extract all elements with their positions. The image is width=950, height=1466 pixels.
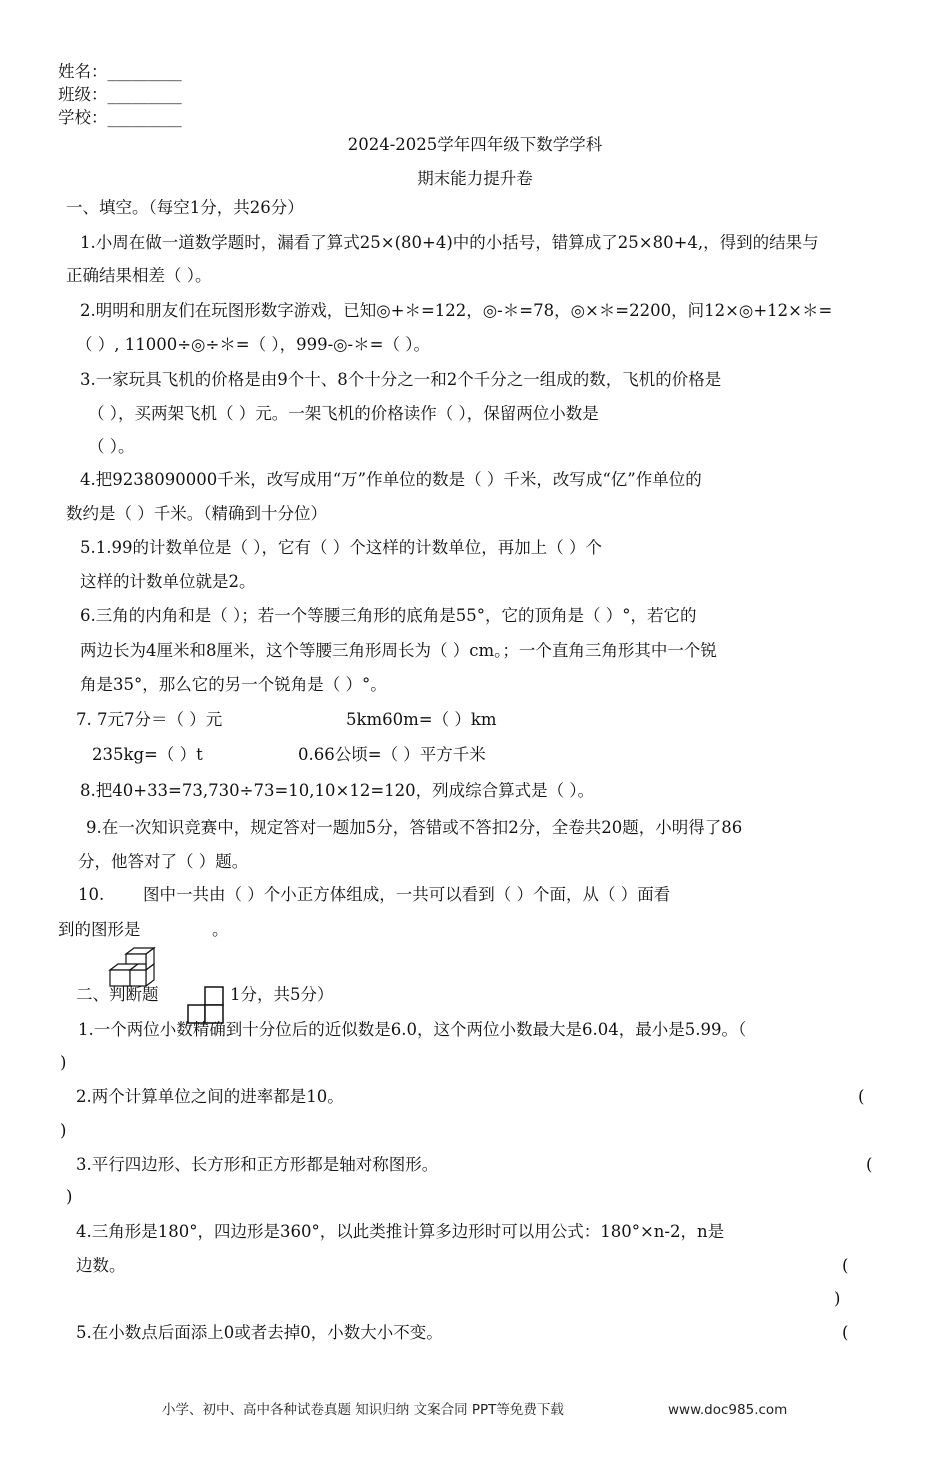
q8-line: 8.把40+33=73,730÷73=10,10×12=120，列成综合算式是（ ）。 — [80, 781, 595, 800]
section1-heading: 一、填空。（每空1分，共26分） — [66, 198, 304, 217]
j3-open-paren: ( — [866, 1155, 873, 1174]
q3-line-2: （ ），买两架飞机（ ）元。一架飞机的价格读作（ ），保留两位小数是 — [88, 404, 599, 423]
section2-heading-left: 二、判断题 — [76, 985, 159, 1004]
title-line-2: 期末能力提升卷 — [417, 169, 533, 188]
q1-line-2: 正确结果相差（ ）。 — [66, 266, 212, 285]
q6-line-1: 6.三角的内角和是（ ）；若一个等腰三角形的底角是55°，它的顶角是（ ）°，若它的 — [80, 606, 697, 625]
j3-close-paren: ) — [66, 1187, 73, 1206]
q10-number: 10. — [78, 885, 105, 904]
q9-line-1: 9.在一次知识竞赛中，规定答对一题加5分，答错或不答扣2分，全卷共20题，小明得了86 — [86, 818, 743, 837]
q4-line-1: 4.把9238090000千米，改写成用“万”作单位的数是（ ）千米，改写成“亿”作单位的 — [80, 470, 702, 489]
class-field: 班级：_________ — [58, 85, 182, 104]
q3-line-3: （ ）。 — [88, 437, 135, 456]
j4-open-paren: ( — [842, 1256, 849, 1275]
q1-line-1: 1.小周在做一道数学题时，漏看了算式25×(80+4)中的小括号，错算成了25×80+4,，得到的结果与 — [80, 233, 819, 252]
q7-item-3: 235kg=（ ）t — [92, 745, 203, 764]
j4-line-1: 4.三角形是180°，四边形是360°，以此类推计算多边形时可以用公式：180°×n-2，n是 — [76, 1222, 725, 1241]
j5-open-paren: ( — [842, 1323, 849, 1342]
j1-line-2: ) — [60, 1053, 67, 1072]
title-line-1: 2024-2025学年四年级下数学学科 — [347, 135, 603, 154]
q2-line-1: 2.明明和朋友们在玩图形数字游戏，已知◎+＊=122，◎-＊=78，◎×＊=2200，问12×◎+12×＊= — [80, 301, 833, 320]
q10-line-1: 图中一共由（ ）个小正方体组成，一共可以看到（ ）个面，从（ ）面看 — [143, 885, 671, 904]
q7-item-2: 5km60m=（ ）km — [346, 710, 497, 729]
name-field: 姓名：_________ — [58, 62, 182, 81]
j4-line-2: 边数。 — [76, 1256, 126, 1275]
q6-line-3: 角是35°，那么它的另一个锐角是（ ）°。 — [80, 675, 387, 694]
q2-line-2: （ ）, 11000÷◎÷＊=（ ），999-◎-＊=（ ）。 — [76, 335, 430, 354]
q4-line-2: 数约是（ ）千米。（精确到十分位） — [66, 504, 327, 523]
j5-line: 5.在小数点后面添上0或者去掉0，小数大小不变。 — [76, 1323, 443, 1342]
q10-line-2: 到的图形是 — [58, 920, 141, 939]
q9-line-2: 分，他答对了（ ）题。 — [78, 852, 249, 871]
j2-open-paren: ( — [858, 1087, 865, 1106]
j2-close-paren: ) — [60, 1121, 67, 1140]
j1-line-1: 1.一个两位小数精确到十分位后的近似数是6.0，这个两位小数最大是6.04，最小是5.99。（ — [78, 1020, 747, 1039]
footer-text: 小学、初中、高中各种试卷真题 知识归纳 文案合同 PPT等免费下载 — [162, 1402, 564, 1418]
j3-line: 3.平行四边形、长方形和正方形都是轴对称图形。 — [76, 1155, 439, 1174]
q10-line-2-end: 。 — [212, 920, 229, 939]
q5-line-1: 5.1.99的计数单位是（ ），它有（ ）个这样的计数单位，再加上（ ）个 — [80, 538, 602, 557]
footer-link[interactable]: www.doc985.com — [668, 1402, 788, 1418]
section2-heading-right: 1分，共5分） — [230, 985, 334, 1004]
j2-line: 2.两个计算单位之间的进率都是10。 — [76, 1087, 344, 1106]
q5-line-2: 这样的计数单位就是2。 — [80, 572, 256, 591]
school-field: 学校：_________ — [58, 108, 182, 127]
j4-close-paren: ) — [834, 1289, 841, 1308]
q3-line-1: 3.一家玩具飞机的价格是由9个十、8个十分之一和2个千分之一组成的数，飞机的价格是 — [80, 370, 722, 389]
q6-line-2: 两边长为4厘米和8厘米，这个等腰三角形周长为（ ）cm。；一个直角三角形其中一个锐 — [80, 641, 717, 660]
q7-item-4: 0.66公顷=（ ）平方千米 — [298, 745, 486, 764]
q7-item-1: 7. 7元7分＝（ ）元 — [76, 710, 223, 729]
